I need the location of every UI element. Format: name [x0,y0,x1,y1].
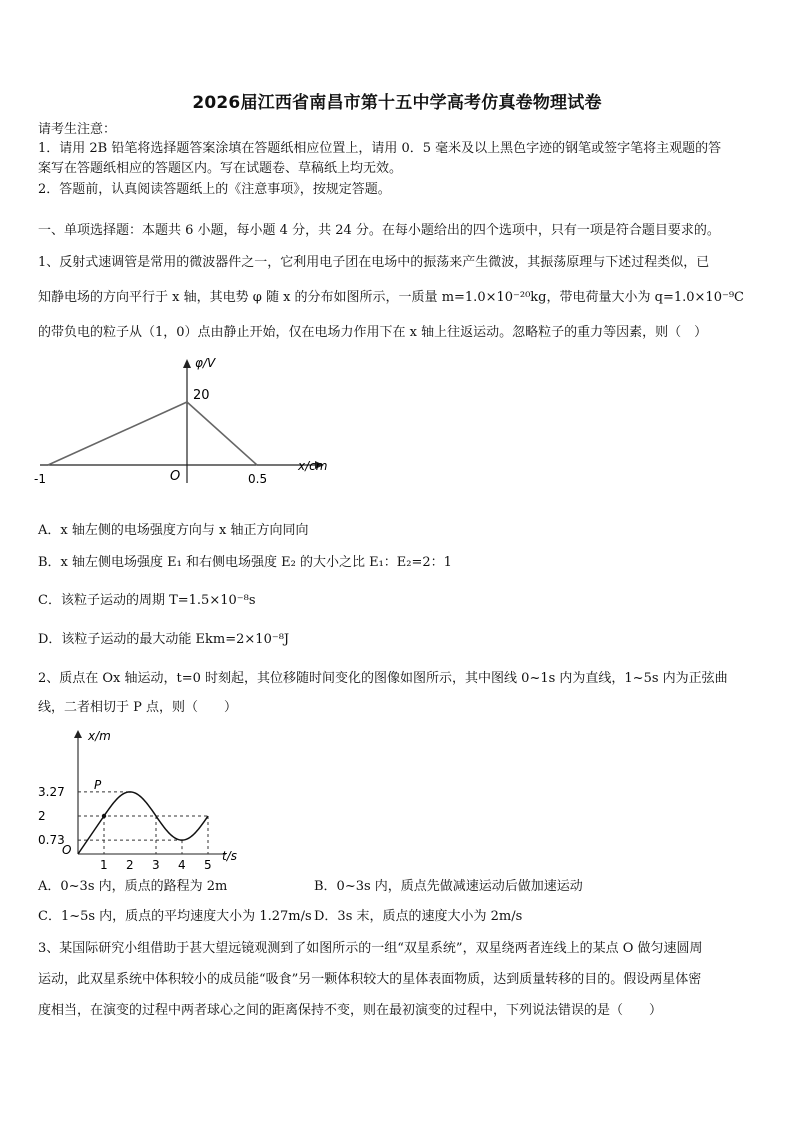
q1-left-segment [48,402,187,465]
q2-y-tick-label: 2 [38,809,46,823]
y-axis-arrow-icon [183,359,191,368]
q3-line-2: 运动，此双星系统中体积较小的成员能“吸食”另一颗体积较大的星体表面物质，达到质量转移的目的。假设两星体密 [38,972,702,987]
notice-heading: 请考生注意： [38,122,117,137]
q2-curve [78,792,208,854]
q2-x-tick-label: 5 [204,858,212,872]
q1-line-1: 1、反射式速调管是常用的微波器件之一，它利用电子团在电场中的振荡来产生微波，其振荡原理与下述过程类似，已 [38,255,710,270]
q1-line-3: 的带负电的粒子从（1，0）点由静止开始，仅在电场力作用下在 x 轴上往返运动。忽略粒子的重力等因素，则（ ） [38,325,708,340]
notice-item-1a: 1．请用 2B 铅笔将选择题答案涂填在答题纸相应位置上，请用 0．5 毫米及以上黑色字迹的钢笔或签字笔将主观题的答 [38,141,722,156]
notice-item-1b: 案写在答题纸相应的答题区内。写在试题卷、草稿纸上均无效。 [38,161,403,176]
q2-point-p [102,814,106,818]
q1-option-b[interactable]: B．x 轴左侧电场强度 E₁ 和右侧电场强度 E₂ 的大小之比 E₁：E₂=2：1 [38,555,452,570]
q2-option-c[interactable]: C．1~5s 内，质点的平均速度大小为 1.27m/s [38,909,312,924]
q3-line-3: 度相当，在演变的过程中两者球心之间的距离保持不变，则在最初演变的过程中，下列说法错误的是（ ） [38,1003,663,1018]
q2-x-tick-label: 2 [126,858,134,872]
q2-x-tick-label: 3 [152,858,160,872]
notice-item-2: 2．答题前，认真阅读答题纸上的《注意事项》，按规定答题。 [38,182,391,197]
q2-y-label: x/m [88,729,111,743]
section-heading: 一、单项选择题：本题共 6 小题，每小题 4 分，共 24 分。在每小题给出的四个选项中，只有一项是符合题目要求的。 [38,223,720,238]
q2-option-b[interactable]: B．0~3s 内，质点先做减速运动后做加速运动 [314,879,583,894]
q2-y-tick-label: 0.73 [38,833,65,848]
q1-peak-label: 20 [193,388,210,403]
q1-right-label: 0.5 [248,472,268,486]
q2-x-tick-label: 1 [100,858,108,872]
q2-option-a[interactable]: A．0~3s 内，质点的路程为 2m [38,879,228,894]
q2-y-tick-label: 3.27 [38,784,65,799]
q2-displacement-graph [36,722,246,872]
q1-y-label: φ/V [195,356,216,370]
page-title: 2026届江西省南昌市第十五中学高考仿真卷物理试卷 [192,93,602,113]
q2-y-axis-arrow-icon [74,730,82,738]
q1-option-c[interactable]: C．该粒子运动的周期 T=1.5×10⁻⁸s [38,593,256,608]
q1-right-segment [187,402,257,465]
q2-x-tick-label: 4 [178,858,186,872]
q1-origin-label: O [170,469,181,484]
q2-option-d[interactable]: D．3s 末，质点的速度大小为 2m/s [314,909,523,924]
q1-option-d[interactable]: D．该粒子运动的最大动能 Ekm=2×10⁻⁸J [38,632,290,647]
q2-line-1: 2、质点在 Ox 轴运动，t=0 时刻起，其位移随时间变化的图像如图所示，其中图线 0~1s 内为直线，1~5s 内为正弦曲 [38,671,728,686]
q2-origin-label: O [62,843,72,857]
q3-line-1: 3、某国际研究小组借助于甚大望远镜观测到了如图所示的一组“双星系统”，双星绕两者连线上的某点 O 做匀速圆周 [38,941,703,956]
q1-option-a[interactable]: A．x 轴左侧的电场强度方向与 x 轴正方向同向 [38,523,309,538]
q2-point-label: P [94,778,102,792]
q1-left-label: -1 [34,472,46,486]
q1-x-label: x/cm [298,459,328,473]
q2-x-label: t/s [222,849,237,863]
q1-potential-graph [30,355,340,495]
q1-line-2: 知静电场的方向平行于 x 轴，其电势 φ 随 x 的分布如图所示，一质量 m=1.0×10⁻²⁰kg，带电荷量大小为 q=1.0×10⁻⁹C [38,290,744,305]
q2-line-2: 线，二者相切于 P 点，则（ ） [38,700,238,715]
